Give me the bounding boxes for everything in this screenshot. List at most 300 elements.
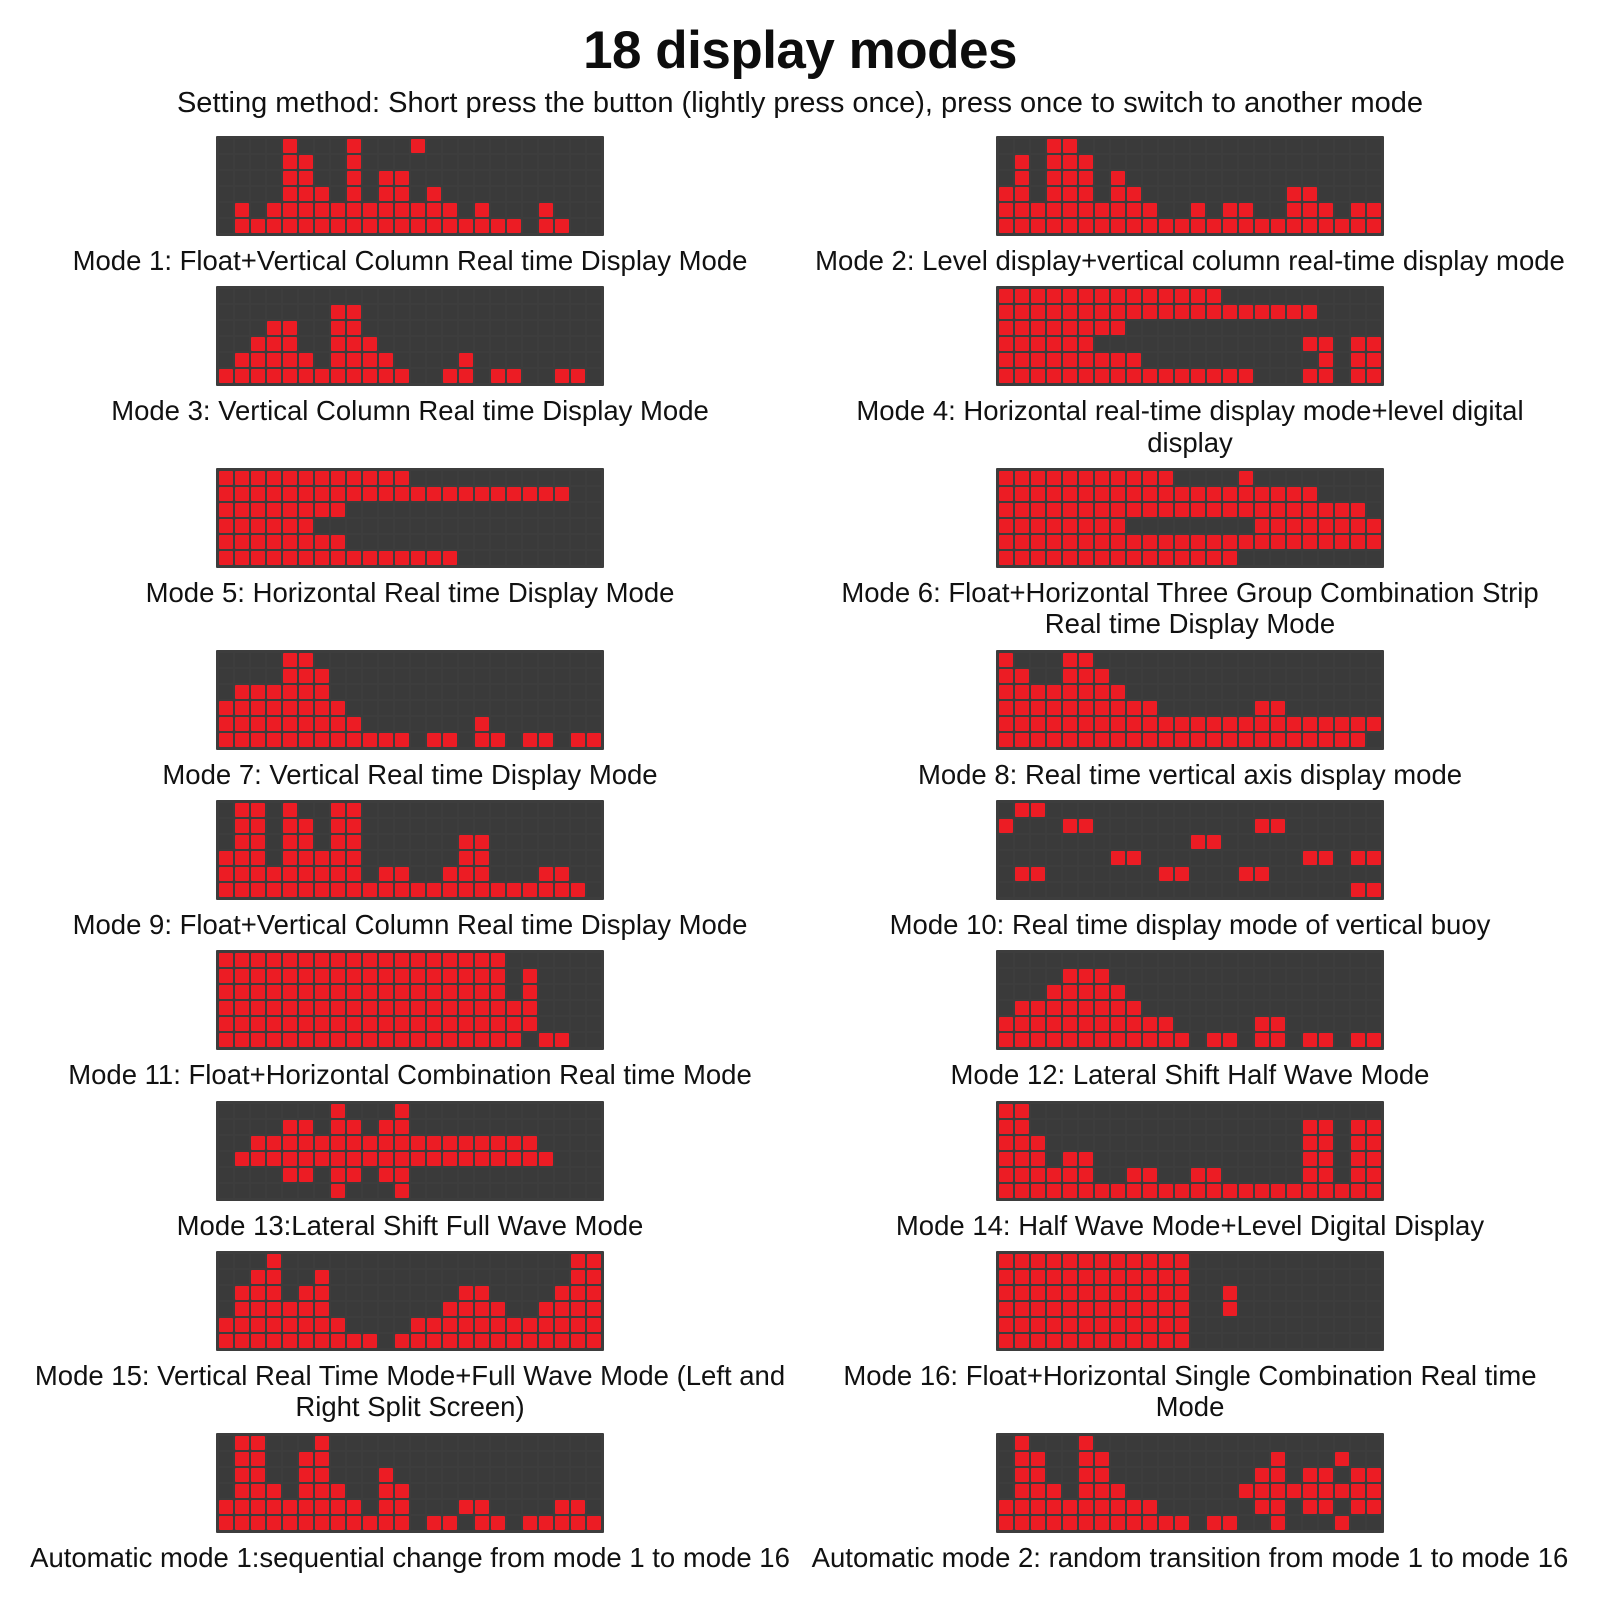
led-pixel bbox=[1191, 1001, 1205, 1015]
led-pixel bbox=[539, 803, 553, 817]
led-pixel bbox=[539, 289, 553, 303]
led-pixel bbox=[999, 171, 1013, 185]
led-pixel bbox=[1223, 1254, 1237, 1268]
led-pixel bbox=[1031, 535, 1045, 549]
led-pixel bbox=[1175, 1452, 1189, 1466]
led-pixel bbox=[507, 1120, 521, 1134]
led-pixel bbox=[491, 733, 505, 747]
led-pixel bbox=[1223, 733, 1237, 747]
led-pixel bbox=[251, 1033, 265, 1047]
led-pixel bbox=[1351, 171, 1365, 185]
led-pixel bbox=[299, 321, 313, 335]
led-pixel bbox=[1207, 369, 1221, 383]
led-pixel bbox=[1335, 969, 1349, 983]
led-pixel bbox=[1287, 803, 1301, 817]
led-pixel bbox=[475, 289, 489, 303]
led-pixel bbox=[999, 369, 1013, 383]
led-pixel bbox=[1239, 471, 1253, 485]
led-pixel bbox=[299, 1484, 313, 1498]
led-pixel bbox=[555, 1270, 569, 1284]
led-pixel bbox=[1319, 1436, 1333, 1450]
led-pixel bbox=[1079, 669, 1093, 683]
led-pixel bbox=[1239, 1436, 1253, 1450]
led-pixel bbox=[507, 1286, 521, 1300]
led-pixel bbox=[1015, 171, 1029, 185]
led-pixel bbox=[1303, 337, 1317, 351]
led-pixel bbox=[443, 321, 457, 335]
led-pixel bbox=[1191, 203, 1205, 217]
led-pixel bbox=[1127, 1033, 1141, 1047]
led-pixel bbox=[363, 321, 377, 335]
led-pixel bbox=[395, 353, 409, 367]
led-pixel bbox=[1159, 1436, 1173, 1450]
led-pixel bbox=[1111, 289, 1125, 303]
led-pixel bbox=[1031, 353, 1045, 367]
led-pixel bbox=[1271, 1516, 1285, 1530]
led-pixel bbox=[571, 321, 585, 335]
led-pixel bbox=[1255, 219, 1269, 233]
led-pixel bbox=[1223, 883, 1237, 897]
led-pixel bbox=[1159, 953, 1173, 967]
led-pixel bbox=[395, 487, 409, 501]
led-pixel bbox=[1111, 503, 1125, 517]
led-pixel bbox=[283, 353, 297, 367]
led-pixel bbox=[363, 1120, 377, 1134]
led-pixel bbox=[555, 685, 569, 699]
led-pixel bbox=[251, 155, 265, 169]
led-pixel bbox=[1143, 1168, 1157, 1182]
led-pixel bbox=[331, 1120, 345, 1134]
led-pixel bbox=[507, 969, 521, 983]
led-pixel bbox=[219, 1334, 233, 1348]
led-pixel bbox=[1063, 155, 1077, 169]
led-pixel bbox=[1063, 1318, 1077, 1332]
led-pixel bbox=[1255, 1302, 1269, 1316]
led-pixel bbox=[1127, 289, 1141, 303]
led-pixel bbox=[1335, 1500, 1349, 1514]
led-pixel bbox=[427, 1152, 441, 1166]
led-pixel bbox=[1079, 1270, 1093, 1284]
led-pixel bbox=[395, 503, 409, 517]
led-pixel bbox=[1111, 1184, 1125, 1198]
mode-entry bbox=[20, 950, 800, 1100]
led-pixel bbox=[1191, 487, 1205, 501]
led-pixel bbox=[251, 653, 265, 667]
led-pixel bbox=[315, 1286, 329, 1300]
led-pixel bbox=[1335, 289, 1349, 303]
led-pixel bbox=[571, 1468, 585, 1482]
led-pixel bbox=[1047, 305, 1061, 319]
led-pixel bbox=[1015, 1270, 1029, 1284]
led-pixel bbox=[1015, 733, 1029, 747]
led-pixel bbox=[1143, 503, 1157, 517]
led-pixel bbox=[251, 1184, 265, 1198]
led-pixel bbox=[1335, 155, 1349, 169]
led-pixel bbox=[1303, 187, 1317, 201]
led-pixel bbox=[1207, 353, 1221, 367]
led-pixel bbox=[1223, 337, 1237, 351]
led-pixel bbox=[395, 289, 409, 303]
led-pixel bbox=[571, 1120, 585, 1134]
led-pixel bbox=[1159, 203, 1173, 217]
led-pixel bbox=[539, 1033, 553, 1047]
led-pixel bbox=[1031, 1136, 1045, 1150]
led-pixel bbox=[411, 1500, 425, 1514]
led-pixel bbox=[1143, 305, 1157, 319]
led-pixel bbox=[443, 1318, 457, 1332]
led-pixel bbox=[539, 1436, 553, 1450]
led-pixel bbox=[1143, 835, 1157, 849]
led-pixel bbox=[1159, 1452, 1173, 1466]
led-pixel bbox=[315, 1184, 329, 1198]
led-pixel bbox=[1271, 1001, 1285, 1015]
led-pixel bbox=[1127, 1436, 1141, 1450]
led-pixel bbox=[1063, 669, 1077, 683]
led-pixel bbox=[283, 1468, 297, 1482]
led-pixel bbox=[1015, 685, 1029, 699]
led-pixel bbox=[1175, 883, 1189, 897]
led-pixel bbox=[395, 1033, 409, 1047]
led-pixel bbox=[1095, 187, 1109, 201]
led-pixel bbox=[1351, 289, 1365, 303]
led-pixel bbox=[1063, 219, 1077, 233]
led-pixel bbox=[459, 155, 473, 169]
led-pixel bbox=[587, 653, 601, 667]
led-pixel bbox=[1335, 1286, 1349, 1300]
led-pixel bbox=[1223, 1436, 1237, 1450]
led-pixel bbox=[1159, 1017, 1173, 1031]
led-pixel bbox=[1047, 503, 1061, 517]
led-pixel bbox=[1047, 953, 1061, 967]
led-pixel bbox=[219, 1168, 233, 1182]
led-pixel bbox=[571, 1001, 585, 1015]
led-pixel bbox=[251, 353, 265, 367]
led-pixel bbox=[1031, 1516, 1045, 1530]
led-pixel bbox=[1223, 487, 1237, 501]
led-pixel bbox=[1271, 219, 1285, 233]
led-pixel bbox=[1271, 669, 1285, 683]
led-pixel bbox=[1127, 851, 1141, 865]
led-pixel bbox=[347, 717, 361, 731]
led-pixel bbox=[411, 503, 425, 517]
led-pixel bbox=[1111, 733, 1125, 747]
mode-5-led-panel bbox=[216, 468, 604, 568]
led-pixel bbox=[491, 969, 505, 983]
led-pixel bbox=[587, 733, 601, 747]
led-pixel bbox=[1015, 487, 1029, 501]
led-pixel bbox=[1287, 1017, 1301, 1031]
led-pixel bbox=[1287, 487, 1301, 501]
led-pixel bbox=[1255, 1168, 1269, 1182]
led-pixel bbox=[1095, 337, 1109, 351]
led-pixel bbox=[539, 1152, 553, 1166]
led-pixel bbox=[283, 1033, 297, 1047]
led-pixel bbox=[1191, 471, 1205, 485]
led-pixel bbox=[555, 1318, 569, 1332]
led-pixel bbox=[443, 819, 457, 833]
led-pixel bbox=[1063, 321, 1077, 335]
led-pixel bbox=[315, 953, 329, 967]
led-pixel bbox=[443, 867, 457, 881]
led-pixel bbox=[1031, 1468, 1045, 1482]
led-pixel bbox=[1127, 155, 1141, 169]
led-pixel bbox=[379, 1436, 393, 1450]
led-pixel bbox=[1271, 733, 1285, 747]
led-pixel bbox=[1079, 487, 1093, 501]
led-pixel bbox=[443, 1484, 457, 1498]
led-pixel bbox=[1143, 803, 1157, 817]
led-pixel bbox=[411, 219, 425, 233]
led-pixel bbox=[587, 203, 601, 217]
led-pixel bbox=[1127, 187, 1141, 201]
mode-14-caption: Mode 14: Half Wave Mode+Level Digital Display bbox=[895, 1209, 1485, 1241]
led-pixel bbox=[331, 305, 345, 319]
led-pixel bbox=[1223, 353, 1237, 367]
led-pixel bbox=[587, 1033, 601, 1047]
led-pixel bbox=[1335, 1001, 1349, 1015]
led-pixel bbox=[507, 305, 521, 319]
led-pixel bbox=[1111, 487, 1125, 501]
led-pixel bbox=[1079, 535, 1093, 549]
led-pixel bbox=[1127, 953, 1141, 967]
led-pixel bbox=[1111, 803, 1125, 817]
led-pixel bbox=[1079, 503, 1093, 517]
led-pixel bbox=[1351, 953, 1365, 967]
led-pixel bbox=[411, 289, 425, 303]
led-pixel bbox=[299, 551, 313, 565]
led-pixel bbox=[363, 369, 377, 383]
led-pixel bbox=[1335, 353, 1349, 367]
led-pixel bbox=[395, 171, 409, 185]
led-pixel bbox=[587, 1436, 601, 1450]
led-pixel bbox=[1191, 551, 1205, 565]
led-pixel bbox=[1303, 653, 1317, 667]
led-pixel bbox=[1271, 1500, 1285, 1514]
led-pixel bbox=[1319, 1120, 1333, 1134]
led-pixel bbox=[299, 1334, 313, 1348]
led-pixel bbox=[315, 883, 329, 897]
led-pixel bbox=[999, 883, 1013, 897]
led-pixel bbox=[999, 1168, 1013, 1182]
led-pixel bbox=[1063, 1104, 1077, 1118]
led-pixel bbox=[1031, 1452, 1045, 1466]
led-pixel bbox=[347, 219, 361, 233]
led-pixel bbox=[1239, 503, 1253, 517]
led-pixel bbox=[395, 1270, 409, 1284]
led-pixel bbox=[1127, 337, 1141, 351]
led-pixel bbox=[459, 535, 473, 549]
led-pixel bbox=[331, 471, 345, 485]
led-pixel bbox=[459, 1254, 473, 1268]
led-pixel bbox=[1111, 867, 1125, 881]
led-pixel bbox=[1207, 1500, 1221, 1514]
led-pixel bbox=[1239, 1033, 1253, 1047]
led-pixel bbox=[1335, 835, 1349, 849]
led-pixel bbox=[267, 851, 281, 865]
led-pixel bbox=[267, 337, 281, 351]
led-pixel bbox=[571, 139, 585, 153]
led-pixel bbox=[1303, 1104, 1317, 1118]
led-pixel bbox=[427, 1033, 441, 1047]
led-pixel bbox=[1191, 969, 1205, 983]
mode-entry bbox=[20, 1433, 800, 1583]
led-pixel bbox=[1191, 503, 1205, 517]
led-pixel bbox=[363, 503, 377, 517]
led-pixel bbox=[267, 1452, 281, 1466]
led-pixel bbox=[299, 1184, 313, 1198]
led-pixel bbox=[587, 321, 601, 335]
led-pixel bbox=[1351, 1168, 1365, 1182]
led-pixel bbox=[1031, 1001, 1045, 1015]
led-pixel bbox=[1223, 669, 1237, 683]
led-pixel bbox=[427, 535, 441, 549]
led-pixel bbox=[1063, 717, 1077, 731]
led-pixel bbox=[395, 519, 409, 533]
led-pixel bbox=[491, 171, 505, 185]
led-pixel bbox=[459, 471, 473, 485]
led-pixel bbox=[507, 1334, 521, 1348]
led-pixel bbox=[1303, 369, 1317, 383]
led-pixel bbox=[1319, 969, 1333, 983]
led-pixel bbox=[539, 1286, 553, 1300]
led-pixel bbox=[571, 1302, 585, 1316]
led-pixel bbox=[443, 1033, 457, 1047]
led-pixel bbox=[1287, 953, 1301, 967]
led-pixel bbox=[315, 369, 329, 383]
led-pixel bbox=[1367, 203, 1381, 217]
led-pixel bbox=[219, 985, 233, 999]
led-pixel bbox=[539, 953, 553, 967]
led-pixel bbox=[395, 1286, 409, 1300]
led-pixel bbox=[523, 187, 537, 201]
led-pixel bbox=[571, 1270, 585, 1284]
led-pixel bbox=[315, 685, 329, 699]
led-pixel bbox=[507, 551, 521, 565]
led-pixel bbox=[235, 883, 249, 897]
led-pixel bbox=[251, 1302, 265, 1316]
led-pixel bbox=[219, 953, 233, 967]
led-pixel bbox=[523, 535, 537, 549]
led-pixel bbox=[1127, 1120, 1141, 1134]
led-pixel bbox=[411, 669, 425, 683]
led-pixel bbox=[267, 685, 281, 699]
led-pixel bbox=[491, 369, 505, 383]
led-pixel bbox=[1127, 353, 1141, 367]
led-pixel bbox=[219, 1104, 233, 1118]
led-pixel bbox=[1175, 487, 1189, 501]
led-pixel bbox=[427, 1484, 441, 1498]
led-pixel bbox=[539, 1120, 553, 1134]
led-pixel bbox=[1239, 487, 1253, 501]
led-pixel bbox=[299, 139, 313, 153]
led-pixel bbox=[1239, 1334, 1253, 1348]
led-pixel bbox=[1079, 867, 1093, 881]
led-pixel bbox=[1239, 289, 1253, 303]
led-pixel bbox=[1047, 1270, 1061, 1284]
led-pixel bbox=[1303, 669, 1317, 683]
led-pixel bbox=[1335, 985, 1349, 999]
led-pixel bbox=[539, 985, 553, 999]
led-pixel bbox=[379, 1270, 393, 1284]
led-pixel bbox=[1319, 551, 1333, 565]
led-pixel bbox=[1207, 717, 1221, 731]
led-pixel bbox=[1063, 1017, 1077, 1031]
led-pixel bbox=[1223, 1334, 1237, 1348]
led-pixel bbox=[1287, 369, 1301, 383]
led-pixel bbox=[1063, 1516, 1077, 1530]
led-pixel bbox=[587, 155, 601, 169]
led-pixel bbox=[411, 701, 425, 715]
led-pixel bbox=[459, 1516, 473, 1530]
led-pixel bbox=[1047, 1468, 1061, 1482]
led-pixel bbox=[1255, 1318, 1269, 1332]
led-pixel bbox=[1319, 685, 1333, 699]
led-pixel bbox=[491, 1334, 505, 1348]
led-pixel bbox=[999, 321, 1013, 335]
led-pixel bbox=[427, 203, 441, 217]
led-pixel bbox=[459, 685, 473, 699]
led-pixel bbox=[1191, 1120, 1205, 1134]
led-pixel bbox=[539, 353, 553, 367]
led-pixel bbox=[491, 203, 505, 217]
led-pixel bbox=[571, 487, 585, 501]
led-pixel bbox=[395, 535, 409, 549]
led-pixel bbox=[331, 1484, 345, 1498]
led-pixel bbox=[299, 733, 313, 747]
led-pixel bbox=[1159, 155, 1173, 169]
led-pixel bbox=[1095, 171, 1109, 185]
led-pixel bbox=[1047, 883, 1061, 897]
led-pixel bbox=[1015, 985, 1029, 999]
led-pixel bbox=[1351, 1516, 1365, 1530]
led-pixel bbox=[523, 803, 537, 817]
led-pixel bbox=[1095, 369, 1109, 383]
led-pixel bbox=[1207, 1033, 1221, 1047]
led-pixel bbox=[999, 985, 1013, 999]
led-pixel bbox=[1063, 171, 1077, 185]
led-pixel bbox=[443, 733, 457, 747]
led-pixel bbox=[363, 171, 377, 185]
led-pixel bbox=[475, 867, 489, 881]
led-pixel bbox=[523, 1452, 537, 1466]
led-pixel bbox=[507, 1017, 521, 1031]
led-pixel bbox=[587, 171, 601, 185]
led-pixel bbox=[267, 969, 281, 983]
led-pixel bbox=[587, 717, 601, 731]
led-pixel bbox=[539, 487, 553, 501]
led-pixel bbox=[1079, 851, 1093, 865]
led-pixel bbox=[1207, 1452, 1221, 1466]
led-pixel bbox=[1239, 369, 1253, 383]
led-pixel bbox=[1319, 717, 1333, 731]
led-pixel bbox=[267, 1152, 281, 1166]
led-pixel bbox=[1319, 701, 1333, 715]
led-pixel bbox=[1127, 1484, 1141, 1498]
led-pixel bbox=[1319, 1286, 1333, 1300]
led-pixel bbox=[1287, 1033, 1301, 1047]
led-pixel bbox=[1127, 321, 1141, 335]
led-pixel bbox=[1255, 819, 1269, 833]
led-pixel bbox=[411, 155, 425, 169]
led-pixel bbox=[491, 187, 505, 201]
led-pixel bbox=[1335, 1468, 1349, 1482]
led-pixel bbox=[379, 883, 393, 897]
led-pixel bbox=[331, 321, 345, 335]
led-pixel bbox=[347, 1033, 361, 1047]
led-pixel bbox=[491, 953, 505, 967]
led-pixel bbox=[267, 289, 281, 303]
led-pixel bbox=[571, 653, 585, 667]
